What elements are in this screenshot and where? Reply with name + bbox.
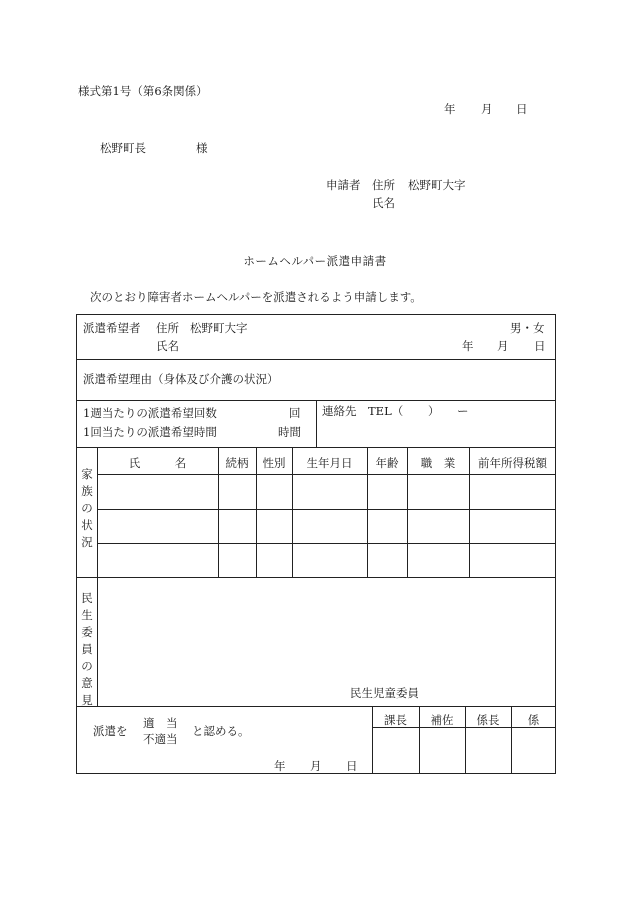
rule-contact-divider: [316, 400, 317, 447]
intro-text: 次のとおり障害者ホームヘルパーを派遣されるよう申請します。: [90, 290, 422, 304]
family-header-relation: 続柄: [225, 456, 249, 470]
family-side-label: 家族の状況: [81, 467, 93, 549]
tel-label: TEL（: [368, 404, 404, 418]
welfare-commissioner-label: 民生児童委員: [350, 686, 419, 700]
per-visit-hours-unit: 時間: [278, 425, 301, 439]
tel-close: ）: [428, 404, 440, 418]
decision-suffix: と認める。: [192, 724, 250, 738]
family-row: [97, 474, 556, 509]
rule-requester-bottom: [76, 359, 556, 360]
decision-option-inappropriate: 不適当: [143, 732, 178, 746]
approval-stamp-box: [511, 727, 556, 774]
decision-date-year: 年: [274, 759, 286, 773]
addressee-honorific: 様: [196, 141, 208, 155]
addressee-name: 松野町長: [100, 141, 146, 155]
rule-welfare-bottom: [76, 706, 556, 707]
rule-frequency-bottom: [76, 447, 556, 448]
requester-birth-month: 月: [497, 339, 509, 353]
date-top-month: 月: [481, 102, 493, 116]
welfare-side-label: 民生委員の意見: [81, 591, 93, 707]
approval-stamp-box: [419, 727, 465, 774]
family-row: [97, 509, 556, 543]
family-header-occupation: 職 業: [420, 456, 456, 470]
family-row: [97, 543, 556, 577]
requester-birth-year: 年: [462, 339, 474, 353]
decision-option-appropriate: 適 当: [143, 716, 178, 730]
per-visit-hours-label: 1回当たりの派遣希望時間: [83, 425, 217, 439]
contact-label: 連絡先: [322, 404, 357, 418]
weekly-visits-unit: 回: [289, 406, 301, 420]
date-top-year: 年: [444, 102, 456, 116]
requester-address-label: 住所: [156, 321, 179, 335]
approval-stamp-box: [465, 727, 511, 774]
applicant-name-label: 氏名: [372, 196, 395, 210]
reason-label: 派遣希望理由（身体及び介護の状況）: [83, 372, 279, 386]
applicant-address-value: 松野町大字: [408, 178, 466, 192]
requester-label: 派遣希望者: [83, 321, 141, 335]
tel-dash: ー: [457, 404, 469, 418]
approval-header-subsection-chief: 係長: [476, 713, 500, 727]
requester-name-label: 氏名: [156, 339, 179, 353]
approval-header-assistant: 補佐: [430, 713, 454, 727]
family-header-age: 年齢: [375, 456, 399, 470]
requester-gender: 男・女: [510, 321, 545, 335]
family-header-name: 氏 名: [128, 456, 187, 470]
weekly-visits-label: 1週当たりの派遣希望回数: [83, 406, 217, 420]
decision-date-day: 日: [346, 759, 358, 773]
form-style-number: 様式第1号（第6条関係）: [78, 84, 208, 98]
requester-birth-day: 日: [534, 339, 546, 353]
family-header-gender: 性別: [262, 456, 286, 470]
requester-address-value: 松野町大字: [190, 321, 248, 335]
decision-prefix: 派遣を: [93, 724, 128, 738]
family-header-income-tax: 前年所得税額: [478, 456, 547, 470]
approval-header-staff: 係: [527, 713, 540, 727]
approval-stamp-box: [372, 727, 419, 774]
approval-header-section-chief: 課長: [384, 713, 407, 727]
date-top-day: 日: [516, 102, 528, 116]
family-header-birthdate: 生年月日: [306, 456, 353, 470]
applicant-address-label: 住所: [372, 178, 395, 192]
document-title: ホームヘルパー派遣申請書: [243, 254, 387, 268]
applicant-label: 申請者: [326, 178, 361, 192]
decision-date-month: 月: [310, 759, 322, 773]
welfare-opinion-area: [97, 577, 556, 687]
